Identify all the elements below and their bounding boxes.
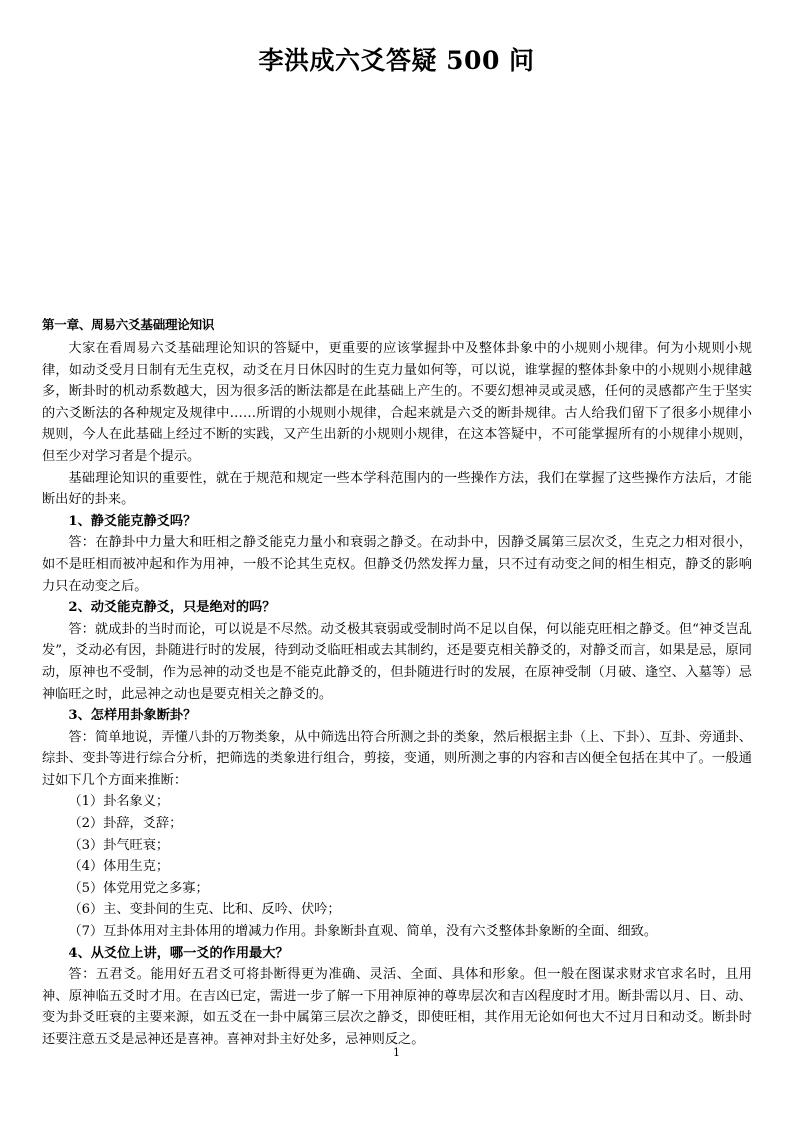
list-item: （6）主、变卦间的生克、比和、反吟、伏吟； bbox=[68, 902, 341, 918]
page-number: 1 bbox=[393, 1046, 400, 1059]
question-4-answer: 答：五君爻。能用好五君爻可将卦断得更为准确、灵活、全面、具体和形象。但一般在图谋求财求官求名时，且用神、原神临五爻时才用。在吉凶已定，需进一步了解一下用神原神的尊卑层次和吉凶程度时才用。断卦需以月、日、动、变为卦爻旺衰的主要来源，如五爻在一卦中属第三层次之静爻，即使旺相，其作用无论如何也大不过月日和动爻。断卦时还要注意五爻是忌神还是喜神。喜神对卦主好处多，忌神则反之。 bbox=[42, 967, 752, 1047]
list-item: （4）体用生克； bbox=[68, 859, 170, 875]
list-item: （3）卦气旺衰； bbox=[68, 837, 170, 853]
list-item: （7）互卦体用对主卦体用的增减力作用。卦象断卦直观、简单，没有六爻整体卦象断的全面、细致。 bbox=[68, 924, 658, 940]
intro-paragraph-1: 大家在看周易六爻基础理论知识的答疑中，更重要的应该掌握卦中及整体卦象中的小规则小规律。何为小规则小规律，如动爻受月日制有无生克权，动爻在月日休囚时的生克力量如何等，可以说，谁掌握的整体卦象中的小规则小规律越多，断卦时的机动系数越大，因为很多活的断法都是在此基础上产生的。不要幻想神灵或灵感，任何的灵感都产生于坚实的六爻断法的各种规定及规律中……所谓的小规则小规律，合起来就是六爻的断卦规律。古人给我们留下了很多小规律小规则，今人在此基础上经过不断的实践，又产生出新的小规则小规律，在这本答疑中，不可能掌握所有的小规律小规则，但至少对学习者是个提示。 bbox=[42, 341, 752, 464]
question-2-answer: 答：就成卦的当时而论，可以说是不尽然。动爻极其衰弱或受制时尚不足以自保，何以能克旺相之静爻。但“神爻岂乱发”，爻动必有因，卦随进行时的发展，待到动爻临旺相或去其制约，还是要克相关静爻的，对静爻而言，如果是忌，原同动，原神也不受制，作为忌神的动爻也是不能克此静爻的，但卦随进行时的发展，在原神受制（月破、逢空、入墓等）忌神临旺之时，此忌神之动也是要克相关之静爻的。 bbox=[42, 621, 752, 702]
question-1-title: 1、静爻能克静爻吗？ bbox=[68, 513, 197, 529]
document-body bbox=[42, 315, 752, 1051]
question-3-answer: 答：简单地说，弄懂八卦的万物类象，从中筛选出符合所测之卦的类象，然后根据主卦（上、下卦）、互卦、旁通卦、综卦、变卦等进行综合分析，把筛选的类象进行组合，剪接，变通，则所测之事的内容和吉凶便全包括在其中了。一般通过如下几个方面来推断： bbox=[42, 729, 752, 788]
list-item: （1）卦名象义； bbox=[68, 794, 170, 810]
question-2-title: 2、动爻能克静爻，只是绝对的吗？ bbox=[68, 600, 276, 616]
list-item: （2）卦辞，爻辞； bbox=[68, 816, 183, 832]
list-item: （5）体党用党之多寡； bbox=[68, 880, 209, 896]
question-1-answer: 答：在静卦中力量大和旺相之静爻能克力量小和衰弱之静爻。在动卦中，因静爻属第三层次爻，生克之力相对很小，如不是旺相而被冲起和作为用神，一般不论其生克权。但静爻仍然发挥力量，只不过有动变之间的相生相克，静爻的影响力只在动变之后。 bbox=[42, 535, 752, 594]
question-3-title: 3、怎样用卦象断卦？ bbox=[68, 708, 197, 724]
question-4-title: 4、从爻位上讲，哪一爻的作用最大？ bbox=[68, 945, 289, 961]
chapter-heading: 第一章、周易六爻基础理论知识 bbox=[42, 317, 215, 332]
intro-paragraph-2: 基础理论知识的重要性，就在于规范和规定一些本学科范围内的一些操作方法，我们在掌握了这些操作方法后，才能断出好的卦来。 bbox=[42, 470, 752, 508]
page-title: 李洪成六爻答疑 500 问 bbox=[258, 46, 535, 75]
